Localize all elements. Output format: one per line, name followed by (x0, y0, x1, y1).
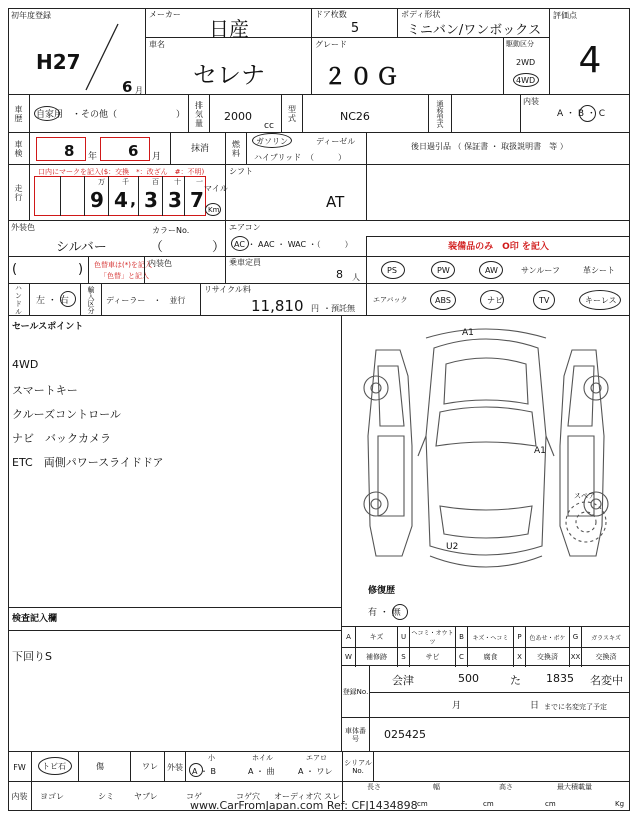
interior-row (8, 782, 630, 811)
equip-tv: TV (539, 296, 550, 305)
fw-label: FW (8, 752, 32, 782)
length-cm: cm (417, 800, 428, 808)
digit-5: 7 (190, 188, 204, 212)
capacity-value: 8 (336, 268, 343, 281)
history-circle (34, 106, 60, 121)
sales-point-4: ナビ バックカメラ (12, 432, 111, 445)
unit-sen: 千 (122, 178, 129, 186)
inspector-title: 検査記入欄 (12, 614, 58, 624)
inspector-box (8, 608, 342, 752)
drive-label: 駆動区分 (506, 40, 534, 48)
legend-w: W (342, 647, 356, 667)
registration-region: 会津 (392, 674, 414, 687)
first-registration-cell (8, 8, 146, 95)
divider (78, 752, 79, 782)
capacity-cell (225, 257, 366, 284)
legend-s: S (398, 647, 410, 667)
mark-u2-rear: U2 (446, 542, 459, 552)
repair-label: 修復歴 (368, 586, 396, 596)
drive-4wd-circle (513, 73, 539, 87)
legend-g-text: ガラスキズ (591, 634, 621, 642)
history-text: 自家用 ・その他（ (36, 110, 118, 120)
legend-xx-text: 交換済 (595, 653, 617, 661)
equip-airbag: エアバック (373, 296, 408, 304)
legend-a: A (342, 627, 356, 647)
wheel-label: ホイル (252, 754, 273, 762)
sales-point-2: スマートキー (12, 384, 78, 397)
fw-tobi: トビ石 (42, 762, 66, 771)
handle-options: 左 ・ 右 (36, 296, 69, 306)
exterior-a-circle (189, 763, 203, 777)
maker-value: 日産 (209, 16, 249, 41)
serial-label: シリアルNo. (342, 752, 374, 782)
score-value: 4 (578, 39, 602, 81)
unit-man: 万 (98, 178, 105, 186)
chassis-block (342, 718, 630, 752)
unit-jyu: 十 (174, 178, 181, 186)
legend-s-text: サビ (410, 647, 456, 667)
mile-unit: マイル (204, 184, 228, 193)
equip-tv-circle (533, 290, 555, 310)
interior-b-circle (579, 105, 596, 122)
type-value: NC26 (340, 110, 370, 123)
paren-right: ) (78, 262, 84, 277)
equip-aw-circle (479, 261, 503, 279)
reg-day: 日 (530, 701, 540, 711)
max-load-label: 最大積載量 (557, 783, 592, 791)
width-cm: cm (483, 800, 494, 808)
interior-kogeana: コゲ穴 (236, 792, 260, 801)
mileage-separator: , (130, 190, 137, 209)
width-label: 幅 (433, 783, 440, 791)
equip-ps-circle (381, 261, 405, 279)
spare-label: スペア (574, 492, 595, 500)
kg-unit: Kg (615, 800, 625, 808)
drive-cell (504, 38, 550, 95)
equip-abs-circle (430, 290, 456, 310)
equipment-header: 装備品のみ O印 を記入 (366, 236, 630, 257)
height-cm: cm (545, 800, 556, 808)
aircon-cell (225, 221, 366, 257)
deposit: ・預託無 (323, 304, 355, 313)
month-unit: 月 (135, 86, 143, 95)
year-unit: 年 (88, 152, 98, 162)
type-label: 型式 (281, 95, 303, 133)
legend-c: C (456, 647, 468, 667)
first-reg-month: 6 (122, 78, 133, 96)
docs-blank (366, 165, 630, 221)
grade-value: ２０Ｇ (324, 65, 403, 90)
fw-kizu: 傷 (96, 762, 104, 771)
fuel-diesel: ディーゼル (316, 137, 356, 146)
recycle-fee: 11,810 (251, 297, 304, 315)
fuel-gasoline-circle (252, 133, 292, 148)
reg-deadline: までに名変完了予定 (544, 703, 607, 711)
fw-row (8, 752, 630, 782)
aero-label: エアロ (306, 754, 327, 762)
interior-grade-cell (520, 95, 630, 133)
first-reg-label: 初年度登録 (11, 11, 51, 20)
doors-cell (312, 8, 398, 38)
slash-divider (82, 22, 122, 92)
color-no-close: ） (212, 240, 226, 255)
repair-options: 有 ・ 無 (368, 608, 401, 618)
history-label: 車歴 (8, 95, 30, 133)
inspection-month: 6 (128, 142, 139, 160)
name-change: 名変中 (590, 674, 623, 687)
registration-class: 500 (458, 672, 479, 685)
watermark: www.CarFromJapan.com Ref: CFJ1434898 (190, 799, 418, 812)
equip-pw: PW (437, 266, 450, 275)
cc-unit: cc (264, 121, 274, 131)
equip-ps: PS (387, 266, 397, 275)
sales-point-1: 4WD (12, 358, 39, 371)
legend-b-text: キズ・ヘコミ (468, 627, 514, 647)
color-change-note1: 色替車は(*)を記入 (94, 261, 152, 269)
divider (88, 257, 89, 284)
fw-ware: ワレ (142, 762, 158, 771)
month-unit-2: 月 (152, 152, 162, 162)
score-cell (550, 8, 630, 95)
legend-x-text: 交換済 (526, 647, 570, 667)
registration-number: 1835 (546, 672, 574, 685)
recycle-label: リサイクル料 (204, 285, 251, 294)
inspector-note: 下回りS (12, 650, 52, 663)
fuel-gasoline: ガソリン (256, 137, 288, 146)
unit-ichi: 一 (196, 178, 203, 186)
equip-keyless-circle (579, 290, 621, 310)
height-label: 高さ (499, 783, 513, 791)
displacement-value: 2000 (224, 110, 252, 123)
maker-cell (146, 8, 312, 41)
aero-opts: A ・ ワレ (298, 767, 333, 776)
sales-point-3: クルーズコントロール (12, 408, 121, 421)
history-close: ） (176, 110, 186, 120)
equip-navi-circle (480, 290, 504, 310)
shift-label: シフト (229, 167, 253, 176)
docs-text: 後日過引品 （ 保証書 ・ 取扱説明書 等 ） (366, 133, 630, 165)
equip-leather: 革シート (583, 266, 615, 275)
legend-a-text: キズ (356, 627, 398, 647)
equip-aw: AW (485, 266, 498, 275)
digit-3: 3 (144, 188, 158, 212)
inspector-divider (8, 630, 342, 631)
drive-4wd: 4WD (516, 76, 536, 85)
inspection-label: 車検 (8, 133, 30, 165)
massho-label: 抹消 (170, 133, 225, 165)
legend-xx: XX (570, 647, 582, 667)
length-label: 長さ (367, 783, 381, 791)
interior-audio: オーディオ穴 (274, 792, 322, 801)
doors-value: 5 (350, 20, 360, 36)
drive-2wd: 2WD (516, 58, 536, 67)
inspection-year-box (36, 137, 86, 161)
interior-color-label: 内装色 (144, 257, 172, 284)
body-label: ボディ形状 (401, 10, 441, 19)
score-label: 評価点 (553, 11, 577, 20)
model-cell (146, 38, 312, 95)
car-outline-svg (342, 316, 630, 626)
sales-points-box (8, 316, 342, 608)
km-unit: Km (208, 206, 220, 214)
color-no-open: （ (150, 240, 164, 255)
divider (130, 752, 131, 782)
inspection-year: 8 (64, 142, 75, 160)
fw-tobi-circle (38, 757, 72, 775)
equip-navi: ナビ (487, 296, 503, 305)
equip-sunroof: サンルーフ (521, 266, 560, 275)
fuel-hybrid: ハイブリッド (254, 153, 302, 162)
aircon-options: AC ・ AAC ・ WAC ・（ ） (234, 240, 353, 249)
legend-w-text: 補修跡 (356, 647, 398, 667)
chassis-label: 車体番号 (342, 718, 370, 752)
legend-u: U (398, 627, 410, 647)
km-circle (205, 203, 221, 216)
exterior-color-label: 外装色 (11, 223, 35, 232)
chassis-number: 025425 (384, 728, 426, 741)
digit-1: 9 (90, 188, 104, 212)
doors-label: ドア枚数 (315, 10, 347, 19)
displacement-label: 排気量 (188, 95, 210, 133)
equipment-row-2 (366, 284, 630, 316)
grade-cell (312, 38, 504, 95)
inspection-month-box (100, 137, 150, 161)
small-label: 小 (208, 754, 215, 762)
equip-abs: ABS (435, 296, 451, 305)
exterior-opts: A ・ B (192, 767, 217, 776)
handle-right-circle (60, 291, 76, 307)
legend-u-text: ヘコミ・オウトツ (410, 627, 456, 647)
registration-block (342, 666, 630, 718)
mileage-label: 走行 (8, 165, 30, 221)
capacity-label: 乗車定員 (229, 258, 261, 267)
color-change-note2: 「色替」と記入 (100, 272, 149, 280)
fuel-label: 燃料 (225, 133, 247, 165)
legend-x: X (514, 647, 526, 667)
digit-4: 3 (168, 188, 182, 212)
registration-label: 登録No. (342, 666, 370, 718)
mark-a1-side: A1 (534, 446, 546, 456)
car-diagram (342, 316, 630, 626)
equipment-row-1 (366, 257, 630, 284)
interior-grade-label: 内装 (523, 97, 539, 106)
body-cell (398, 8, 550, 38)
legend-p-text: 色あせ・ボケ (526, 627, 570, 647)
aircon-ac-circle (231, 236, 249, 251)
legend-b: B (456, 627, 468, 647)
recycle-cell (200, 284, 366, 316)
shift-cell (225, 165, 366, 221)
unit-hyaku: 百 (152, 178, 159, 186)
interior-shimi: シミ (98, 792, 114, 801)
repair-none-circle (392, 604, 408, 620)
damage-legend (342, 626, 630, 666)
reg-month: 月 (452, 701, 462, 711)
reg-divider (370, 692, 630, 693)
mileage-note: 口内にマークを記入($：交換 *：改ざん #：不明) (38, 168, 205, 176)
interior-sure: スレ (324, 792, 340, 801)
exterior-color: シルバー (56, 240, 107, 255)
digit-2: 4 (114, 188, 128, 212)
sales-title: セールスポイント (12, 322, 84, 332)
first-reg-year: H27 (36, 50, 81, 74)
mileage-digits (60, 176, 206, 216)
legend-g: G (570, 627, 582, 647)
registration-kana: た (510, 674, 521, 687)
interior-grades: A ・ B ・ C (557, 109, 606, 119)
person-unit: 人 (352, 273, 360, 282)
aircon-label: エアコン (229, 223, 261, 232)
tsusho-label: 通称型式 (428, 95, 452, 133)
paren-left: ( (12, 262, 18, 277)
legend-p: P (514, 627, 526, 647)
model-label: 車名 (149, 40, 165, 49)
exterior-label: 外装 (164, 752, 186, 782)
mark-a1-front: A1 (462, 328, 474, 338)
color-no-label: カラーNo. (152, 226, 190, 235)
interior-koge: コゲ (186, 792, 202, 801)
shift-value: AT (326, 193, 345, 211)
yen-unit: 円 (311, 304, 319, 313)
body-value: ミニバン/ワンボックス (406, 22, 542, 38)
interior-yabure: ヤブレ (134, 792, 158, 801)
legend-c-text: 腐食 (468, 647, 514, 667)
import-label: 輸入区分 (80, 284, 102, 316)
equip-pw-circle (431, 261, 455, 279)
model-value: セレナ (193, 60, 265, 89)
grade-label: グレード (315, 40, 347, 49)
equip-keyless: キーレス (585, 296, 617, 305)
maker-label: メーカー (149, 10, 181, 19)
import-options: ディーラー ・ 並行 (106, 296, 186, 305)
interior-yogore: ヨゴレ (40, 792, 64, 801)
handle-label: ハンドル (8, 284, 30, 316)
interior-label: 内装 (8, 782, 32, 811)
wheel-opts: A ・ 曲 (248, 767, 275, 776)
sales-point-5: ETC 両側パワースライドドア (12, 456, 164, 469)
fuel-other: （ ） (306, 153, 346, 162)
